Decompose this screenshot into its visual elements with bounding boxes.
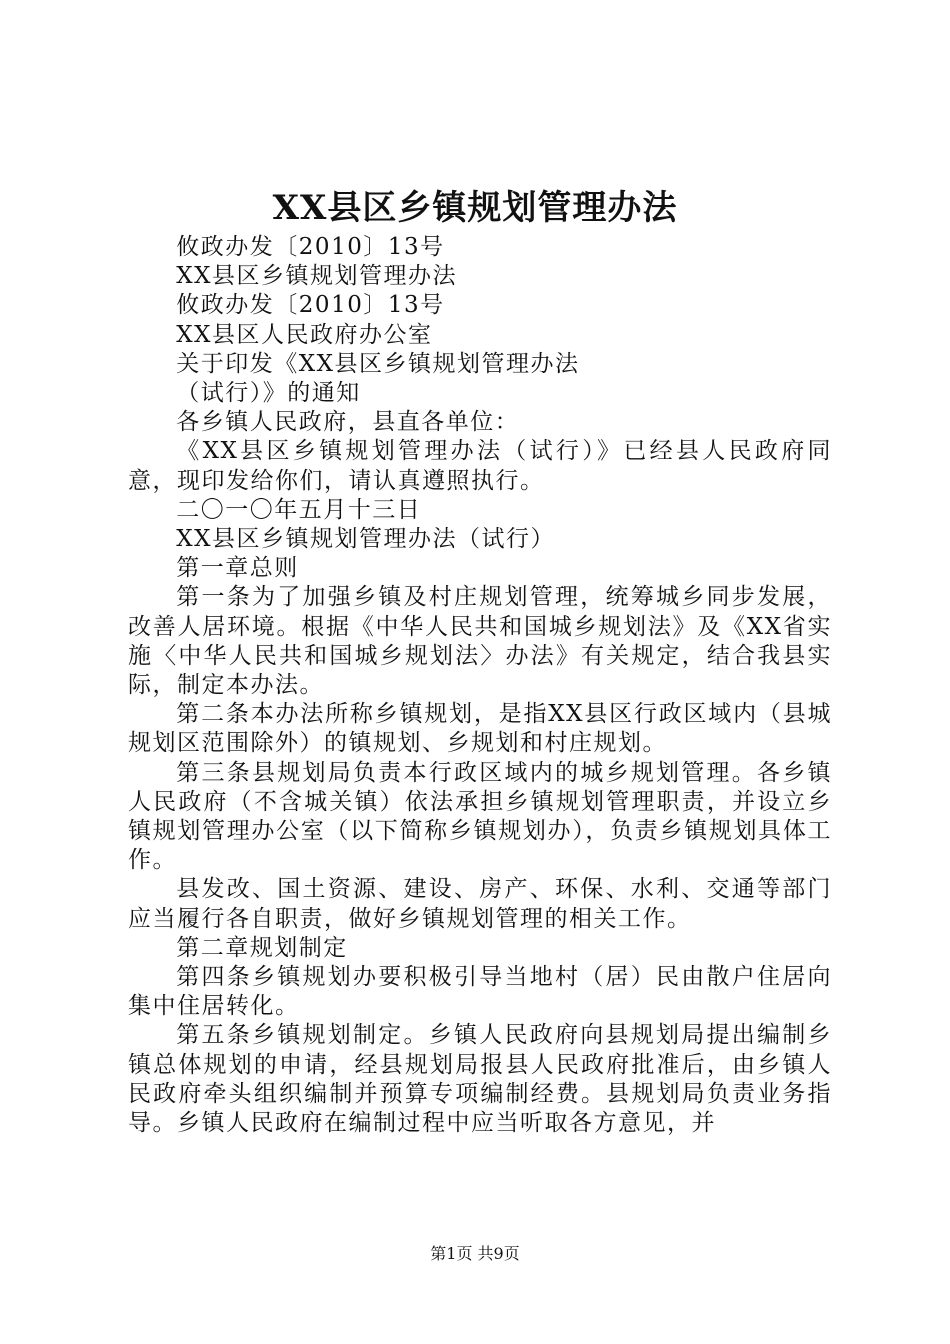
paragraph: 第五条乡镇规划制定。乡镇人民政府向县规划局提出编制乡镇总体规划的申请，经县规划局报县人民政府批准后，由乡镇人民政府牵头组织编制并预算专项编制经费。县规划局负责业务指导。乡镇人民政府在编制过程中应当听取各方意见，并 (128, 1022, 832, 1137)
page-footer: 第1页 共9页 (430, 1244, 520, 1263)
paragraph: XX县区乡镇规划管理办法（试行） (176, 526, 556, 553)
document-body (128, 233, 832, 1138)
paragraph: 第四条乡镇规划办要积极引导当地村（居）民由散户住居向集中住居转化。 (128, 964, 832, 1020)
paragraph: 《XX县区乡镇规划管理办法（试行）》已经县人民政府同意，现印发给你们，请认真遵照执行。 (128, 438, 832, 494)
paragraph: 第一条为了加强乡镇及村庄规划管理，统筹城乡同步发展，改善人居环境。根据《中华人民共和国城乡规划法》及《XX省实施〈中华人民共和国城乡规划法〉办法》有关规定，结合我县实际，制定本办法。 (128, 584, 832, 699)
paragraph: 第二条本办法所称乡镇规划，是指XX县区行政区域内（县城规划区范围除外）的镇规划、乡规划和村庄规划。 (128, 701, 832, 757)
paragraph: 各乡镇人民政府，县直各单位： (176, 409, 520, 436)
paragraph: XX县区乡镇规划管理办法 (176, 263, 458, 290)
paragraph: 第三条县规划局负责本行政区域内的城乡规划管理。各乡镇人民政府（不含城关镇）依法承担乡镇规划管理职责，并设立乡镇规划管理办公室（以下简称乡镇规划办），负责乡镇规划具体工作。 (128, 759, 832, 874)
paragraph: （试行）》的通知 (176, 380, 361, 407)
paragraph: 县发改、国土资源、建设、房产、环保、水利、交通等部门应当履行各自职责，做好乡镇规划管理的相关工作。 (128, 876, 832, 932)
paragraph: 关于印发《XX县区乡镇规划管理办法 (176, 350, 580, 377)
paragraph: 攸政办发〔2010〕13号 (176, 234, 445, 260)
chapter-heading: 第一章总则 (176, 555, 299, 582)
paragraph: XX县区人民政府办公室 (176, 321, 433, 348)
paragraph: 攸政办发〔2010〕13号 (176, 292, 445, 319)
chapter-heading: 第二章规划制定 (176, 934, 348, 961)
paragraph: 二〇一〇年五月十三日 (176, 496, 422, 523)
document-title: XX县区乡镇规划管理办法 (272, 188, 678, 228)
